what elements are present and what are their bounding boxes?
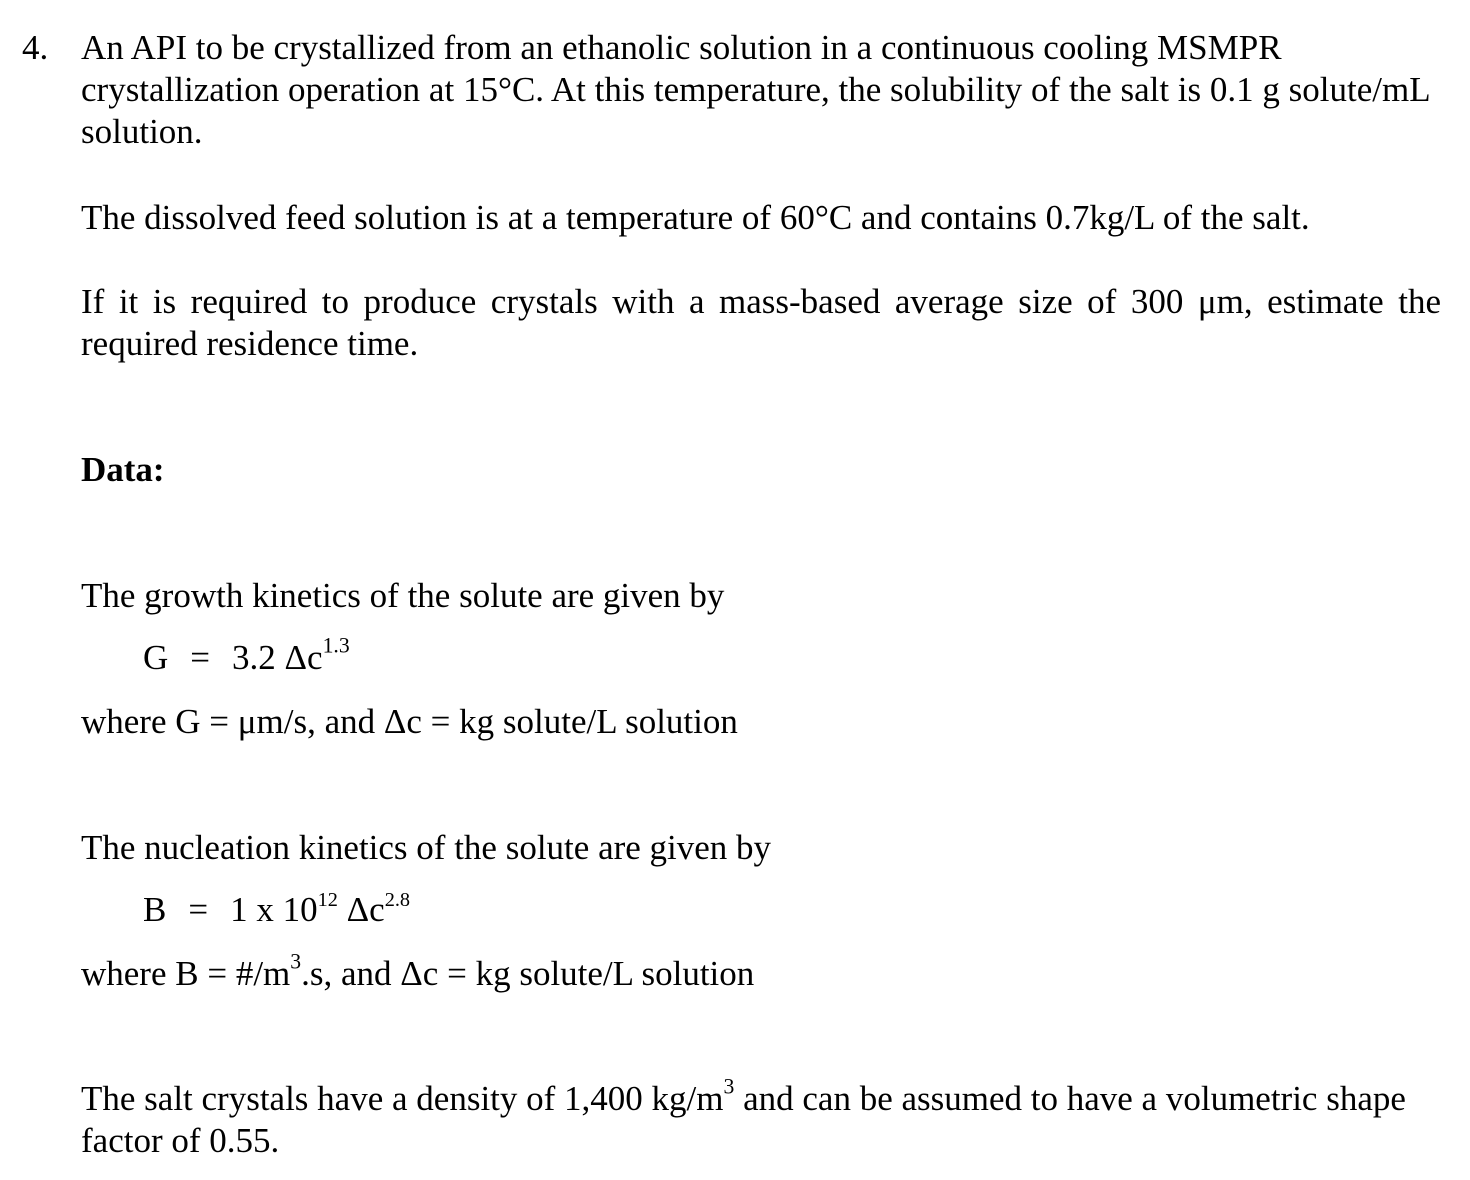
crystal-density-suffix: and can be assumed to have a volumetric shape factor of 0.55. (81, 1079, 1406, 1160)
growth-intro: The growth kinetics of the solute are given by (81, 576, 725, 615)
growth-equation (143, 633, 350, 679)
crystal-properties (81, 1074, 1441, 1162)
nucleation-var: Δc (337, 890, 385, 929)
nucleation-lhs: B (143, 890, 167, 929)
question-number: 4. (22, 28, 49, 67)
feed-paragraph: The dissolved feed solution is at a temperature of 60°C and contains 0.7kg/L of the salt. (81, 198, 1310, 237)
nucleation-coef-exponent: 12 (317, 888, 338, 911)
nucleation-units (81, 949, 755, 995)
nucleation-units-prefix: where B = #/m (81, 954, 291, 993)
nucleation-coef: 1 x 10 (230, 890, 318, 929)
nucleation-units-suffix: .s, and Δc = kg solute/L solution (301, 954, 755, 993)
growth-equals: = (190, 638, 211, 677)
growth-lhs: G (143, 638, 169, 677)
nucleation-intro: The nucleation kinetics of the solute are given by (81, 828, 772, 867)
growth-coef: 3.2 Δc (232, 638, 323, 677)
growth-units: where G = μm/s, and Δc = kg solute/L solution (81, 702, 738, 741)
crystal-density-prefix: The salt crystals have a density of 1,400 kg/m (81, 1079, 724, 1118)
nucleation-exponent: 2.8 (384, 888, 411, 911)
nucleation-equation (143, 889, 410, 931)
growth-exponent: 1.3 (322, 633, 350, 658)
task-paragraph: If it is required to produce crystals with a mass-based average size of 300 μm, estimate the required residence time. (81, 282, 1441, 363)
data-heading: Data: (81, 450, 165, 489)
nucleation-units-exponent: 3 (290, 949, 302, 974)
question-text: An API to be crystallized from an ethanolic solution in a continuous cooling MSMPR crystallization operation at 15°C. At this temperature, the solubility of the salt is 0.1 g solute/mL solution. (81, 28, 1430, 151)
nucleation-equals: = (188, 890, 209, 929)
crystal-density-exponent: 3 (723, 1074, 735, 1099)
